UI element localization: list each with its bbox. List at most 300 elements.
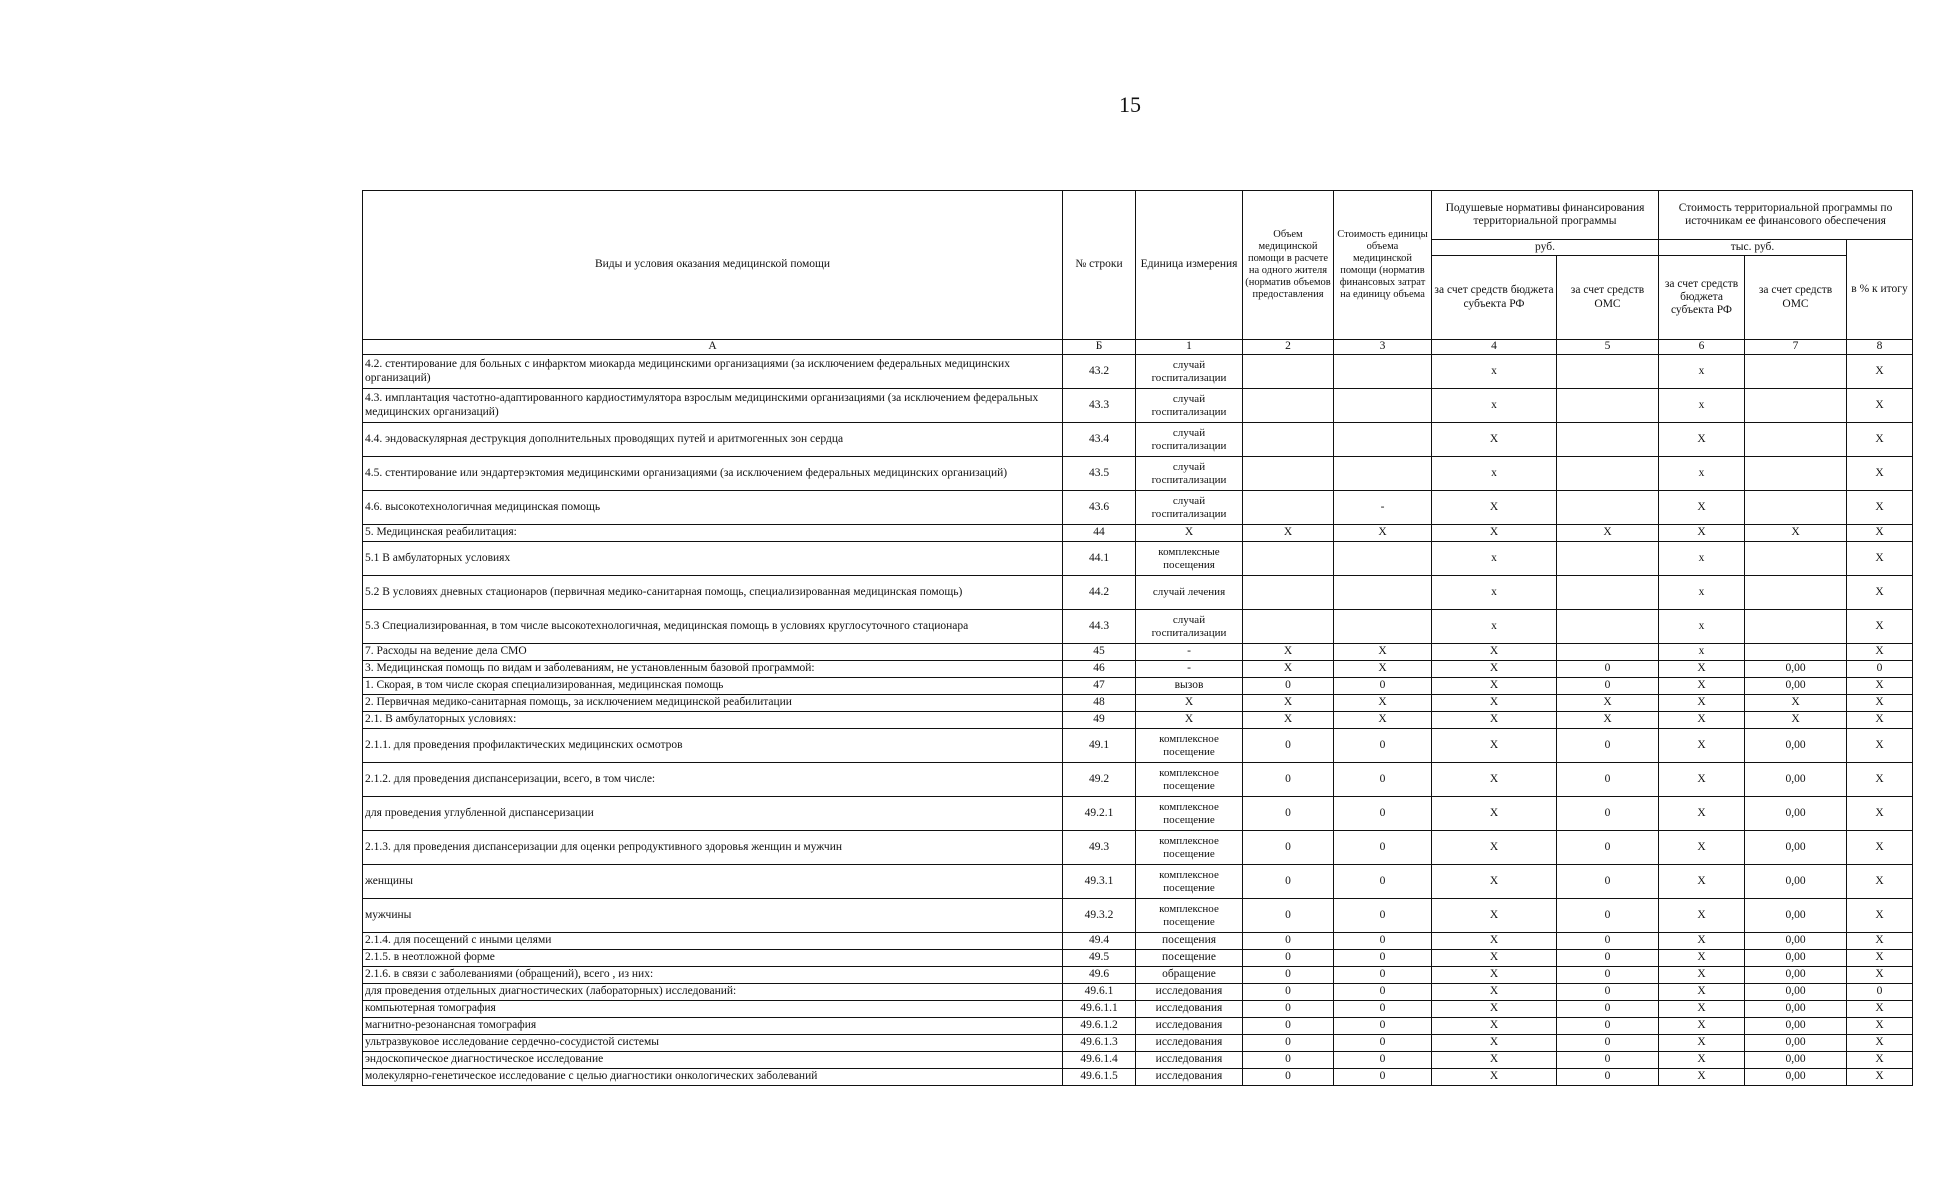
row-cost: 0	[1334, 763, 1432, 797]
header-name: Виды и условия оказания медицинской помощи	[363, 191, 1063, 340]
row-volume: X	[1243, 525, 1334, 542]
header-unit-rub: руб.	[1432, 240, 1659, 256]
row-cost: 0	[1334, 950, 1432, 967]
row-volume: 0	[1243, 984, 1334, 1001]
row-name: эндоскопическое диагностическое исследование	[363, 1052, 1063, 1069]
row-per-capita-oms: 0	[1557, 950, 1659, 967]
row-per-capita-budget: X	[1432, 423, 1557, 457]
row-total-budget: X	[1659, 797, 1745, 831]
table-row	[363, 644, 1913, 661]
row-total-oms	[1745, 644, 1847, 661]
row-per-capita-budget: x	[1432, 610, 1557, 644]
header-per-capita-group: Подушевые нормативы финансирования территориальной программы	[1432, 191, 1659, 240]
row-unit: случай госпитализации	[1136, 610, 1243, 644]
row-cost: 0	[1334, 1052, 1432, 1069]
row-total-oms: 0,00	[1745, 933, 1847, 950]
row-per-capita-budget: x	[1432, 542, 1557, 576]
row-per-capita-budget: X	[1432, 950, 1557, 967]
row-volume	[1243, 610, 1334, 644]
header-num-cell: 2	[1243, 340, 1334, 355]
row-percent: X	[1847, 1035, 1913, 1052]
page-number: 15	[1119, 92, 1141, 117]
row-per-capita-oms: 0	[1557, 1069, 1659, 1086]
row-total-oms	[1745, 610, 1847, 644]
row-unit: случай госпитализации	[1136, 491, 1243, 525]
row-per-capita-oms: X	[1557, 712, 1659, 729]
row-per-capita-budget: X	[1432, 831, 1557, 865]
row-cost	[1334, 576, 1432, 610]
row-volume: 0	[1243, 967, 1334, 984]
row-unit: исследования	[1136, 1069, 1243, 1086]
header-num-cell: Б	[1063, 340, 1136, 355]
header-volume: Объем медицинской помощи в расчете на одного жителя (норматив объемов предоставления	[1243, 191, 1334, 340]
row-percent: X	[1847, 797, 1913, 831]
header-total-group: Стоимость территориальной программы по источникам ее финансового обеспечения	[1659, 191, 1913, 240]
row-percent: X	[1847, 1018, 1913, 1035]
row-unit: случай госпитализации	[1136, 355, 1243, 389]
row-volume: X	[1243, 712, 1334, 729]
row-percent: X	[1847, 678, 1913, 695]
table-row	[363, 899, 1913, 933]
row-cost: X	[1334, 712, 1432, 729]
row-volume	[1243, 389, 1334, 423]
row-total-oms: 0,00	[1745, 729, 1847, 763]
row-cost: 0	[1334, 933, 1432, 950]
row-total-budget: X	[1659, 1018, 1745, 1035]
header-num-cell: 4	[1432, 340, 1557, 355]
row-per-capita-oms: 0	[1557, 933, 1659, 950]
row-total-budget: X	[1659, 899, 1745, 933]
row-volume: 0	[1243, 1001, 1334, 1018]
row-total-oms	[1745, 457, 1847, 491]
row-unit: случай госпитализации	[1136, 423, 1243, 457]
row-per-capita-budget: X	[1432, 661, 1557, 678]
row-volume	[1243, 423, 1334, 457]
row-percent: X	[1847, 933, 1913, 950]
header-num-cell: 3	[1334, 340, 1432, 355]
table-row	[363, 1069, 1913, 1086]
row-per-capita-budget: X	[1432, 933, 1557, 950]
table-row	[363, 950, 1913, 967]
row-number: 49.2.1	[1063, 797, 1136, 831]
row-percent: X	[1847, 1069, 1913, 1086]
row-per-capita-oms: 0	[1557, 678, 1659, 695]
table-row	[363, 1018, 1913, 1035]
header-num-cell: А	[363, 340, 1063, 355]
row-per-capita-oms	[1557, 355, 1659, 389]
row-name: 4.3. имплантация частотно-адаптированного кардиостимулятора взрослым медицинскими организациями (за исключением федеральных медицинских организаций)	[363, 389, 1063, 423]
row-total-budget: X	[1659, 763, 1745, 797]
row-per-capita-budget: X	[1432, 1069, 1557, 1086]
row-cost: 0	[1334, 899, 1432, 933]
row-per-capita-budget: X	[1432, 729, 1557, 763]
row-total-oms	[1745, 491, 1847, 525]
table-row	[363, 491, 1913, 525]
row-name: 4.6. высокотехнологичная медицинская помощь	[363, 491, 1063, 525]
row-total-oms: 0,00	[1745, 984, 1847, 1001]
row-per-capita-oms	[1557, 542, 1659, 576]
row-volume: 0	[1243, 899, 1334, 933]
row-cost	[1334, 423, 1432, 457]
row-number: 48	[1063, 695, 1136, 712]
row-unit: исследования	[1136, 1052, 1243, 1069]
row-number: 49.6.1.2	[1063, 1018, 1136, 1035]
row-unit: посещения	[1136, 933, 1243, 950]
row-cost: 0	[1334, 1069, 1432, 1086]
row-percent: X	[1847, 525, 1913, 542]
row-cost: X	[1334, 525, 1432, 542]
table-row	[363, 423, 1913, 457]
row-total-budget: x	[1659, 576, 1745, 610]
row-number: 49.3.1	[1063, 865, 1136, 899]
table-row	[363, 525, 1913, 542]
row-number: 44	[1063, 525, 1136, 542]
row-unit: комплексное посещение	[1136, 797, 1243, 831]
row-number: 43.4	[1063, 423, 1136, 457]
row-total-budget: x	[1659, 542, 1745, 576]
row-volume: 0	[1243, 678, 1334, 695]
table-container	[362, 190, 1912, 1086]
row-name: 5.3 Специализированная, в том числе высокотехнологичная, медицинская помощь в условиях круглосуточного стационара	[363, 610, 1063, 644]
row-per-capita-budget: X	[1432, 967, 1557, 984]
table-row	[363, 967, 1913, 984]
row-per-capita-oms: 0	[1557, 1018, 1659, 1035]
row-number: 44.2	[1063, 576, 1136, 610]
row-name: 2.1.2. для проведения диспансеризации, всего, в том числе:	[363, 763, 1063, 797]
row-number: 47	[1063, 678, 1136, 695]
table-row	[363, 865, 1913, 899]
table-row	[363, 933, 1913, 950]
row-volume	[1243, 576, 1334, 610]
row-total-budget: x	[1659, 644, 1745, 661]
table-row	[363, 610, 1913, 644]
row-volume	[1243, 542, 1334, 576]
row-cost: -	[1334, 491, 1432, 525]
row-per-capita-budget: X	[1432, 712, 1557, 729]
row-per-capita-oms: 0	[1557, 967, 1659, 984]
row-number: 49.6	[1063, 967, 1136, 984]
row-volume: 0	[1243, 1052, 1334, 1069]
table-row	[363, 984, 1913, 1001]
row-total-oms: 0,00	[1745, 899, 1847, 933]
row-per-capita-budget: X	[1432, 678, 1557, 695]
row-name: для проведения углубленной диспансеризации	[363, 797, 1063, 831]
header-row-no: № строки	[1063, 191, 1136, 340]
row-unit: посещение	[1136, 950, 1243, 967]
row-cost: 0	[1334, 984, 1432, 1001]
row-name: для проведения отдельных диагностических (лабораторных) исследований:	[363, 984, 1063, 1001]
row-per-capita-oms: 0	[1557, 729, 1659, 763]
row-name: молекулярно-генетическое исследование с целью диагностики онкологических заболеваний	[363, 1069, 1063, 1086]
row-volume: 0	[1243, 797, 1334, 831]
table-row	[363, 661, 1913, 678]
row-total-oms: 0,00	[1745, 1035, 1847, 1052]
row-unit: -	[1136, 661, 1243, 678]
row-total-budget: x	[1659, 457, 1745, 491]
row-percent: X	[1847, 712, 1913, 729]
row-number: 49.6.1	[1063, 984, 1136, 1001]
row-cost: 0	[1334, 865, 1432, 899]
row-unit: случай госпитализации	[1136, 389, 1243, 423]
row-name: магнитно-резонансная томография	[363, 1018, 1063, 1035]
row-per-capita-budget: X	[1432, 491, 1557, 525]
row-total-oms: 0,00	[1745, 865, 1847, 899]
table-row	[363, 389, 1913, 423]
header-budget-rf: за счет средств бюджета субъекта РФ	[1432, 256, 1557, 340]
row-percent: X	[1847, 610, 1913, 644]
row-number: 43.5	[1063, 457, 1136, 491]
row-per-capita-budget: X	[1432, 525, 1557, 542]
row-per-capita-budget: X	[1432, 1052, 1557, 1069]
row-percent: X	[1847, 355, 1913, 389]
table-row	[363, 1001, 1913, 1018]
table-row	[363, 542, 1913, 576]
table-row	[363, 695, 1913, 712]
row-cost: X	[1334, 661, 1432, 678]
row-number: 43.2	[1063, 355, 1136, 389]
row-total-budget: X	[1659, 1001, 1745, 1018]
row-total-budget: X	[1659, 831, 1745, 865]
row-total-budget: X	[1659, 967, 1745, 984]
row-name: 4.2. стентирование для больных с инфарктом миокарда медицинскими организациями (за исключением федеральных медицинских организаций)	[363, 355, 1063, 389]
table-row	[363, 712, 1913, 729]
row-name: 2.1.6. в связи с заболеваниями (обращений), всего , из них:	[363, 967, 1063, 984]
row-unit: комплексное посещение	[1136, 729, 1243, 763]
table-row	[363, 355, 1913, 389]
row-unit: исследования	[1136, 1035, 1243, 1052]
row-volume: X	[1243, 661, 1334, 678]
header-num-cell: 1	[1136, 340, 1243, 355]
row-unit: X	[1136, 525, 1243, 542]
row-per-capita-oms: 0	[1557, 899, 1659, 933]
row-name: 2.1.1. для проведения профилактических медицинских осмотров	[363, 729, 1063, 763]
row-number: 44.1	[1063, 542, 1136, 576]
row-unit: исследования	[1136, 984, 1243, 1001]
financing-table	[362, 190, 1913, 1086]
row-number: 49.6.1.3	[1063, 1035, 1136, 1052]
row-percent: X	[1847, 695, 1913, 712]
row-per-capita-oms: 0	[1557, 1035, 1659, 1052]
header-unit-thousand-rub: тыс. руб.	[1659, 240, 1847, 256]
row-unit: комплексное посещение	[1136, 865, 1243, 899]
row-cost	[1334, 355, 1432, 389]
table-row	[363, 1035, 1913, 1052]
row-unit: исследования	[1136, 1018, 1243, 1035]
row-name: 2.1. В амбулаторных условиях:	[363, 712, 1063, 729]
row-percent: 0	[1847, 661, 1913, 678]
row-per-capita-oms	[1557, 491, 1659, 525]
row-percent: X	[1847, 389, 1913, 423]
row-per-capita-budget: X	[1432, 865, 1557, 899]
row-percent: X	[1847, 729, 1913, 763]
row-unit: исследования	[1136, 1001, 1243, 1018]
row-number: 49.2	[1063, 763, 1136, 797]
row-per-capita-oms: 0	[1557, 865, 1659, 899]
row-percent: X	[1847, 967, 1913, 984]
row-number: 49.6.1.1	[1063, 1001, 1136, 1018]
table-row	[363, 831, 1913, 865]
row-cost: 0	[1334, 729, 1432, 763]
row-total-budget: X	[1659, 933, 1745, 950]
row-number: 43.6	[1063, 491, 1136, 525]
row-total-oms	[1745, 389, 1847, 423]
row-total-budget: X	[1659, 661, 1745, 678]
row-name: 2.1.5. в неотложной форме	[363, 950, 1063, 967]
row-percent: X	[1847, 644, 1913, 661]
row-per-capita-budget: X	[1432, 899, 1557, 933]
row-number: 49.5	[1063, 950, 1136, 967]
row-percent: X	[1847, 542, 1913, 576]
row-per-capita-budget: X	[1432, 1035, 1557, 1052]
row-per-capita-oms: 0	[1557, 797, 1659, 831]
row-per-capita-oms: 0	[1557, 1001, 1659, 1018]
row-unit: случай госпитализации	[1136, 457, 1243, 491]
row-volume: 0	[1243, 950, 1334, 967]
header-oms-2: за счет средств ОМС	[1745, 256, 1847, 340]
row-total-budget: x	[1659, 610, 1745, 644]
row-total-budget: X	[1659, 712, 1745, 729]
row-per-capita-oms: 0	[1557, 984, 1659, 1001]
header-num-cell: 7	[1745, 340, 1847, 355]
row-total-oms	[1745, 576, 1847, 610]
row-per-capita-oms: 0	[1557, 1052, 1659, 1069]
row-number: 44.3	[1063, 610, 1136, 644]
row-per-capita-budget: x	[1432, 576, 1557, 610]
row-volume: 0	[1243, 1018, 1334, 1035]
row-number: 49.6.1.4	[1063, 1052, 1136, 1069]
row-unit: комплексное посещение	[1136, 763, 1243, 797]
row-total-oms: 0,00	[1745, 1069, 1847, 1086]
row-per-capita-oms	[1557, 610, 1659, 644]
row-per-capita-oms: 0	[1557, 763, 1659, 797]
row-per-capita-oms: 0	[1557, 831, 1659, 865]
row-name: 5.2 В условиях дневных стационаров (первичная медико-санитарная помощь, специализированная медицинская помощь)	[363, 576, 1063, 610]
row-unit: комплексное посещение	[1136, 899, 1243, 933]
row-name: 2. Первичная медико-санитарная помощь, за исключением медицинской реабилитации	[363, 695, 1063, 712]
row-total-oms: 0,00	[1745, 1018, 1847, 1035]
row-per-capita-budget: x	[1432, 389, 1557, 423]
row-number: 49.3.2	[1063, 899, 1136, 933]
row-cost	[1334, 457, 1432, 491]
row-name: 4.4. эндоваскулярная деструкция дополнительных проводящих путей и аритмогенных зон сердца	[363, 423, 1063, 457]
row-volume: X	[1243, 695, 1334, 712]
row-per-capita-budget: X	[1432, 644, 1557, 661]
row-total-oms: X	[1745, 525, 1847, 542]
row-total-budget: X	[1659, 695, 1745, 712]
row-cost	[1334, 389, 1432, 423]
row-unit: обращение	[1136, 967, 1243, 984]
row-percent: X	[1847, 865, 1913, 899]
row-cost: X	[1334, 644, 1432, 661]
row-per-capita-oms: 0	[1557, 661, 1659, 678]
row-unit: вызов	[1136, 678, 1243, 695]
row-name: 4.5. стентирование или эндартерэктомия медицинскими организациями (за исключением федеральных медицинских организаций)	[363, 457, 1063, 491]
row-cost: 0	[1334, 797, 1432, 831]
row-percent: 0	[1847, 984, 1913, 1001]
header-cost: Стоимость единицы объема медицинской помощи (норматив финансовых затрат на единицу объема	[1334, 191, 1432, 340]
row-total-budget: X	[1659, 1052, 1745, 1069]
table-row	[363, 729, 1913, 763]
row-volume	[1243, 457, 1334, 491]
row-total-budget: X	[1659, 678, 1745, 695]
row-per-capita-budget: X	[1432, 763, 1557, 797]
row-per-capita-budget: x	[1432, 355, 1557, 389]
row-total-budget: X	[1659, 865, 1745, 899]
table-header	[363, 191, 1913, 355]
row-unit: X	[1136, 695, 1243, 712]
row-total-oms: 0,00	[1745, 678, 1847, 695]
row-per-capita-budget: X	[1432, 984, 1557, 1001]
row-per-capita-oms: X	[1557, 695, 1659, 712]
row-per-capita-budget: X	[1432, 695, 1557, 712]
row-total-budget: X	[1659, 950, 1745, 967]
header-num-cell: 8	[1847, 340, 1913, 355]
row-percent: X	[1847, 457, 1913, 491]
row-total-budget: X	[1659, 984, 1745, 1001]
row-total-budget: x	[1659, 389, 1745, 423]
row-total-oms: 0,00	[1745, 967, 1847, 984]
row-per-capita-oms	[1557, 644, 1659, 661]
row-volume: X	[1243, 644, 1334, 661]
header-budget-rf-2: за счет средств бюджета субъекта РФ	[1659, 256, 1745, 340]
row-name: ультразвуковое исследование сердечно-сосудистой системы	[363, 1035, 1063, 1052]
row-name: 5.1 В амбулаторных условиях	[363, 542, 1063, 576]
row-percent: X	[1847, 576, 1913, 610]
row-cost	[1334, 610, 1432, 644]
row-name: 7. Расходы на ведение дела СМО	[363, 644, 1063, 661]
row-unit: -	[1136, 644, 1243, 661]
row-unit: случай лечения	[1136, 576, 1243, 610]
row-total-budget: X	[1659, 1035, 1745, 1052]
row-total-budget: x	[1659, 355, 1745, 389]
row-number: 49.1	[1063, 729, 1136, 763]
row-per-capita-budget: X	[1432, 1018, 1557, 1035]
row-volume: 0	[1243, 831, 1334, 865]
header-pct: в % к итогу	[1847, 240, 1913, 340]
row-name: женщины	[363, 865, 1063, 899]
row-name: 5. Медицинская реабилитация:	[363, 525, 1063, 542]
table-body	[363, 355, 1913, 1086]
row-number: 49.6.1.5	[1063, 1069, 1136, 1086]
row-unit: комплексные посещения	[1136, 542, 1243, 576]
row-per-capita-budget: x	[1432, 457, 1557, 491]
row-total-oms: 0,00	[1745, 831, 1847, 865]
row-total-budget: X	[1659, 1069, 1745, 1086]
row-percent: X	[1847, 1001, 1913, 1018]
row-volume	[1243, 355, 1334, 389]
row-number: 43.3	[1063, 389, 1136, 423]
row-per-capita-oms	[1557, 576, 1659, 610]
row-total-oms: X	[1745, 712, 1847, 729]
row-total-oms: 0,00	[1745, 661, 1847, 678]
row-cost: 0	[1334, 831, 1432, 865]
row-name: 2.1.3. для проведения диспансеризации для оценки репродуктивного здоровья женщин и мужчин	[363, 831, 1063, 865]
row-volume: 0	[1243, 1069, 1334, 1086]
row-cost: 0	[1334, 678, 1432, 695]
table-row	[363, 678, 1913, 695]
row-cost: 0	[1334, 967, 1432, 984]
row-total-oms: X	[1745, 695, 1847, 712]
row-number: 45	[1063, 644, 1136, 661]
row-percent: X	[1847, 763, 1913, 797]
row-per-capita-budget: X	[1432, 797, 1557, 831]
table-row	[363, 797, 1913, 831]
header-num-cell: 6	[1659, 340, 1745, 355]
row-total-oms: 0,00	[1745, 1052, 1847, 1069]
row-total-oms	[1745, 542, 1847, 576]
row-volume: 0	[1243, 763, 1334, 797]
row-volume	[1243, 491, 1334, 525]
